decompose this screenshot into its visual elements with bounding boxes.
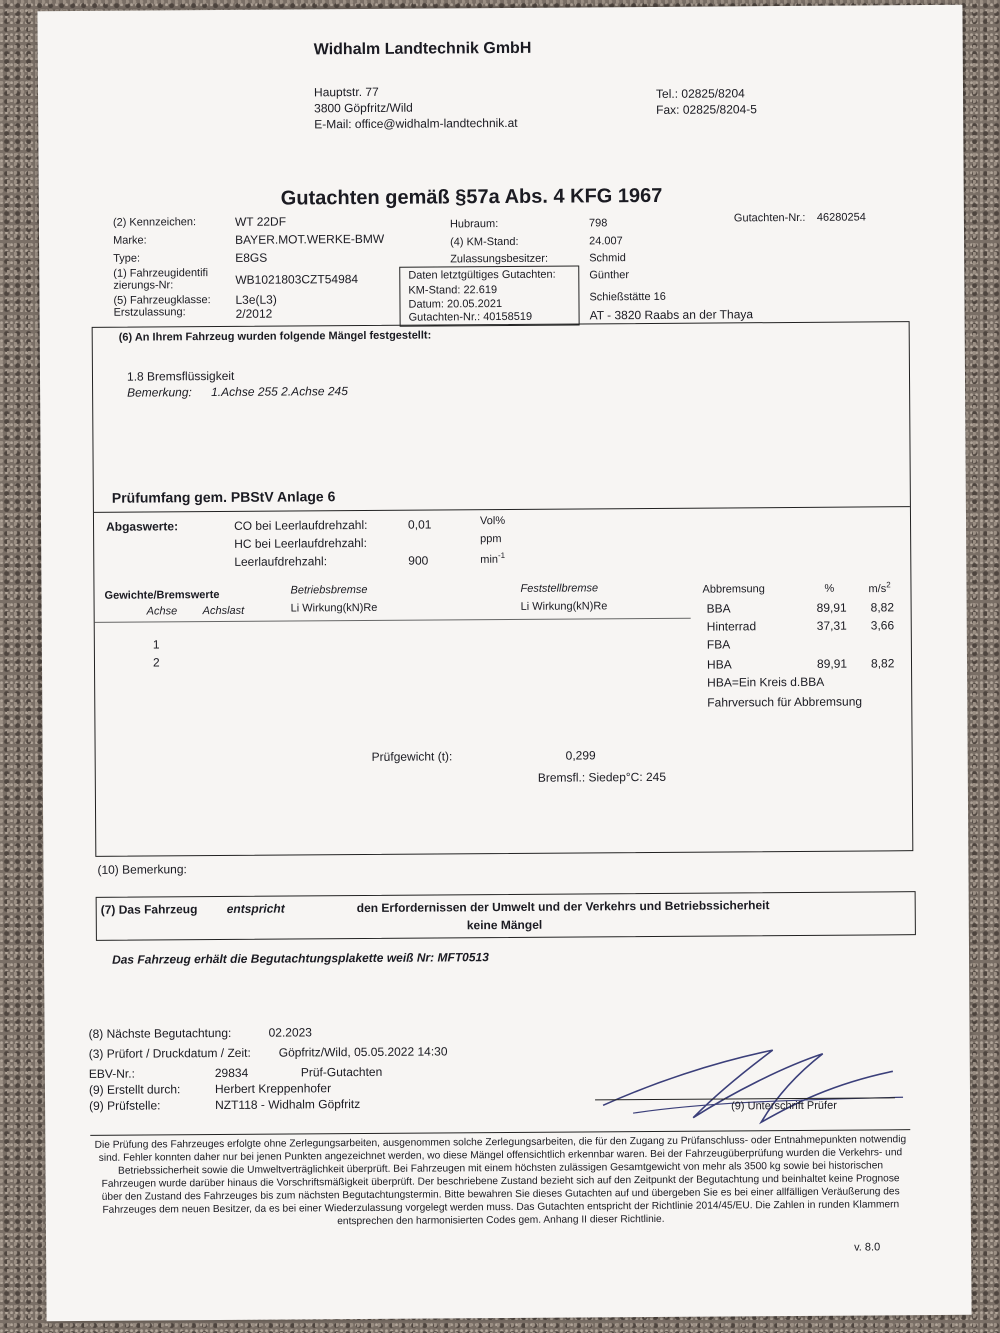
- abbremsung-heading: Abbremsung: [702, 583, 765, 596]
- bemerkung-label: (10) Bemerkung:: [97, 862, 187, 877]
- axle-1: 1: [152, 637, 160, 652]
- previous-number: Gutachten-Nr.: 40158519: [408, 310, 533, 324]
- fin-value: WB1021803CZT54984: [235, 272, 359, 287]
- divider: [94, 506, 910, 513]
- besitzer-name: Schmid: [589, 252, 626, 265]
- next-inspection-label: (8) Nächste Begutachtung:: [88, 1025, 232, 1041]
- co-label: CO bei Leerlaufdrehzahl:: [233, 517, 368, 533]
- betriebsbremse-heading: Betriebsbremse: [290, 583, 368, 597]
- besitzer-strasse: Schießstätte 16: [589, 290, 666, 304]
- pruefstelle-value: NZT118 - Widhalm Göpfritz: [215, 1097, 361, 1113]
- bba-ms2: 8,82: [870, 600, 895, 615]
- brakes-heading: Gewichte/Bremswerte: [104, 588, 220, 602]
- company-name: Widhalm Landtechnik GmbH: [313, 39, 532, 59]
- pruefort-label: (3) Prüfort / Druckdatum / Zeit:: [88, 1045, 251, 1061]
- km-label: (4) KM-Stand:: [450, 235, 519, 249]
- besitzer-label: Zulassungsbesitzer:: [450, 252, 549, 266]
- previous-date: Datum: 20.05.2021: [408, 298, 503, 311]
- ebv-type: Prüf-Gutachten: [300, 1064, 383, 1080]
- axle-2: 2: [152, 655, 160, 670]
- plakette-line: [112, 950, 489, 967]
- erstellt-label: (9) Erstellt durch:: [88, 1082, 181, 1097]
- feststellbremse-heading: Feststellbremse: [520, 582, 599, 595]
- marke-label: Marke:: [113, 234, 147, 247]
- company-tel: Tel.: 02825/8204: [655, 86, 745, 101]
- verdict-text: den Erfordernissen der Umwelt und der Verkehrs und Betriebssicherheit: [356, 898, 770, 916]
- fin-label-line2: zierungs-Nr:: [113, 279, 174, 292]
- ebv-label: EBV-Nr.:: [88, 1066, 135, 1081]
- ms2-unit: m/s: [868, 582, 887, 596]
- km-value: 24.007: [589, 235, 623, 248]
- company-street: Hauptstr. 77: [313, 84, 379, 100]
- bba-label: BBA: [706, 601, 731, 616]
- feststell-columns: Li Wirkung(kN)Re: [520, 600, 608, 613]
- idle-unit-base: min: [480, 553, 499, 566]
- ms2-exp: 2: [886, 580, 891, 590]
- fahrversuch-note: Fahrversuch für Abbremsung: [707, 694, 863, 710]
- verdict-box: [96, 891, 916, 941]
- plakette-nr: MFT0513: [437, 950, 489, 965]
- hubraum-label: Hubraum:: [449, 218, 499, 231]
- besitzer-vorname: Günther: [589, 269, 630, 282]
- previous-km: KM-Stand: 22.619: [408, 284, 498, 297]
- idle-unit-exp: -1: [497, 550, 506, 561]
- idle-unit: [480, 551, 505, 566]
- klasse-value: L3e(L3): [235, 292, 277, 307]
- plakette-nr-label: Nr:: [416, 950, 435, 965]
- defect-remark-label: Bemerkung:: [127, 385, 192, 400]
- fba-label: FBA: [706, 637, 731, 652]
- ebv-value: 29834: [214, 1065, 249, 1081]
- erstzulassung-value: 2/2012: [235, 306, 273, 321]
- ms2-heading: [868, 580, 890, 595]
- percent-heading: %: [824, 582, 835, 595]
- hc-unit: ppm: [480, 533, 502, 546]
- inspection-report-sheet: [37, 5, 971, 1321]
- achse-heading: Achse: [146, 605, 178, 618]
- fin-label-line1: (1) Fahrzeugidentifi: [113, 267, 209, 280]
- plakette-text: Das Fahrzeug erhält die Begutachtungsplakette: [112, 950, 384, 967]
- footer-disclaimer: Die Prüfung des Fahrzeuges erfolgte ohne Zerlegungsarbeiten, ausgenommen solche Zerlegungsarbeiten, die für den Zugang zu Prüfanschluss- oder Entnahmepunkten notwendig sind. Fehler konnten daher nur bei jenen Punkten angezeichnet werden, wo diese Mängel offensichtlich erkennbar waren. Bei der Fahrzeugüberprüfung wurden die Verkehrs- und Betriebssicherheit sowie die Umweltverträglichkeit überprüft. Bei Fahrzeugen mit einem höchsten zulässigen Gesamtgewicht von mehr als 3500 kg sowie bei historischen Fahrzeugen wurde darüber hinaus die Vorschriftsmäßigkeit überprüft. Der beschriebene Zustand bezieht sich auf den Zeitpunkt der Begutachtung und beinhaltet keine Prognose über den Zustand des Fahrzeuges bis zum nächsten Begutachtungstermin. Bitte bewahren Sie dieses Gutachten auf und übergeben Sie es bei einer allfälligen Veräußerung des Fahrzeuges dem neuen Besitzer, da es bei einer Wiederzulassung vorgelegt werden muss. Das Gutachten entspricht der Richtlinie 2014/45/EU. Die Zahlen in runden Klammern entsprechen den harmonisierten Codes gem. Anhang II dieser Richtlinie.: [94, 1134, 907, 1228]
- erstzulassung-label: Erstzulassung:: [113, 306, 186, 319]
- hc-label: HC bei Leerlaufdrehzahl:: [234, 535, 367, 551]
- signature-image: [593, 1041, 924, 1133]
- pruefstelle-label: (9) Prüfstelle:: [89, 1098, 161, 1113]
- hba-percent: 89,91: [816, 656, 848, 671]
- co-value: 0,01: [407, 517, 432, 532]
- company-fax: Fax: 02825/8204-5: [656, 102, 757, 117]
- co-unit: Vol%: [479, 514, 506, 528]
- kennzeichen-label: (2) Kennzeichen:: [112, 216, 197, 229]
- inspection-results-box: [92, 321, 914, 857]
- previous-report-title: Daten letztgültiges Gutachten:: [408, 268, 556, 282]
- pruefort-value: Göpfritz/Wild, 05.05.2022 14:30: [278, 1044, 448, 1060]
- erstellt-value: Herbert Kreppenhofer: [214, 1081, 332, 1097]
- kennzeichen-value: WT 22DF: [234, 214, 287, 229]
- page-title: Gutachten gemäß §57a Abs. 4 KFG 1967: [280, 184, 663, 210]
- company-email: E-Mail: office@widhalm-landtechnik.at: [314, 115, 518, 132]
- hinterrad-label: Hinterrad: [706, 619, 757, 634]
- gutachten-nr-value: 46280254: [816, 211, 866, 224]
- defect-item: 1.8 Bremsflüssigkeit: [126, 368, 235, 384]
- defects-heading: (6) An Ihrem Fahrzeug wurden folgende Mängel festgestellt:: [118, 329, 432, 344]
- klasse-label: (5) Fahrzeugklasse:: [113, 294, 211, 307]
- hba-note: HBA=Ein Kreis d.BBA: [707, 674, 825, 690]
- pruefgewicht-value: 0,299: [565, 748, 596, 763]
- footer-version: v. 8.0: [854, 1241, 881, 1254]
- hba-label: HBA: [706, 657, 732, 672]
- hubraum-value: 798: [588, 217, 608, 230]
- idle-value: 900: [408, 553, 429, 568]
- verdict-label: (7) Das Fahrzeug: [100, 902, 198, 917]
- verdict-maengel: keine Mängel: [466, 917, 543, 933]
- bba-percent: 89,91: [816, 600, 847, 615]
- pruefgewicht-label: Prüfgewicht (t):: [371, 749, 453, 764]
- plakette-color: weiß: [386, 950, 414, 965]
- brake-table-divider: [95, 618, 691, 623]
- gutachten-nr-label: Gutachten-Nr.:: [733, 211, 806, 225]
- company-city: 3800 Göpfritz/Wild: [314, 100, 413, 116]
- besitzer-ort: AT - 3820 Raabs an der Thaya: [589, 307, 754, 323]
- type-label: Type:: [113, 252, 141, 265]
- betriebs-columns: Li Wirkung(kN)Re: [290, 601, 378, 615]
- signature-label: (9) Unterschrift Prüfer: [731, 1099, 837, 1113]
- marke-value: BAYER.MOT.WERKE-BMW: [234, 231, 385, 247]
- type-value: E8GS: [235, 250, 268, 265]
- previous-report-box: [399, 265, 579, 326]
- hinterrad-percent: 37,31: [816, 618, 847, 633]
- achslast-heading: Achslast: [202, 604, 245, 618]
- verdict-value: entspricht: [226, 901, 285, 916]
- scope-heading: Prüfumfang gem. PBStV Anlage 6: [111, 488, 336, 506]
- defect-remark: 1.Achse 255 2.Achse 245: [211, 384, 348, 400]
- bremsfluessigkeit-siedepunkt: Bremsfl.: Siedep°C: 245: [537, 769, 667, 785]
- idle-label: Leerlaufdrehzahl:: [234, 554, 328, 569]
- exhaust-label: Abgaswerte:: [105, 519, 179, 534]
- next-inspection-value: 02.2023: [268, 1025, 313, 1040]
- hinterrad-ms2: 3,66: [870, 618, 895, 633]
- hba-ms2: 8,82: [870, 656, 895, 671]
